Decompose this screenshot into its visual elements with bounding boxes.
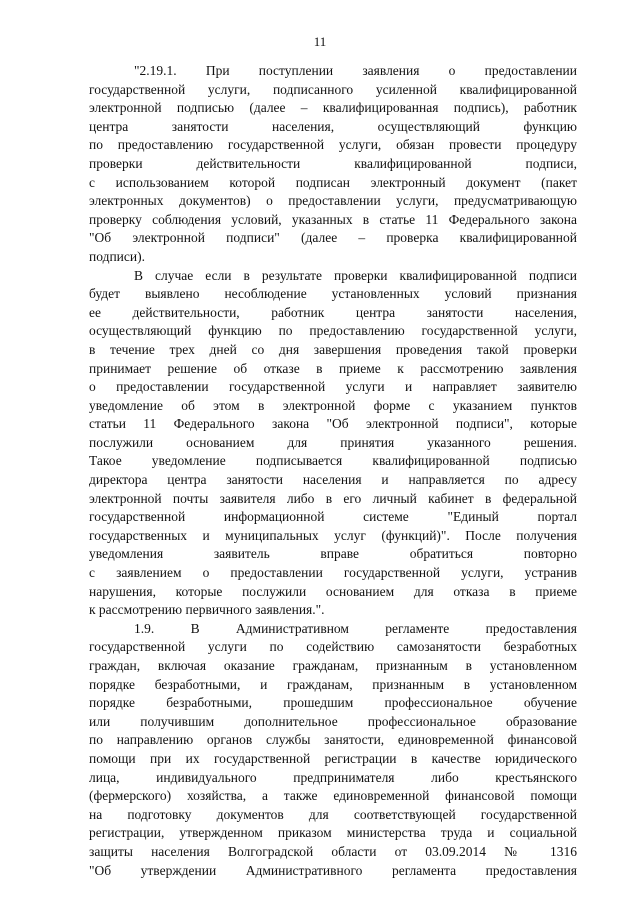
- text-line: директора центра занятости населения и направляется по адресу: [89, 472, 577, 488]
- text-line: нарушения, которые послужили основанием для отказа в приеме: [89, 583, 577, 599]
- text-line: в течение трех дней со дня завершения проведения такой проверки: [89, 341, 577, 357]
- text-line: о предоставлении государственной услуги и направляет заявителю: [89, 379, 577, 395]
- text-line: В случае если в результате проверки квалифицированной подписи: [134, 267, 577, 283]
- text-line: электронных документов) о предоставлении услуги, предусматривающую: [89, 193, 577, 209]
- text-line: принимает решение об отказе в приеме к рассмотрению заявления: [89, 360, 577, 376]
- text-line: с использованием которой подписан электронный документ (пакет: [89, 174, 577, 190]
- text-line: 1.9. В Административном регламенте предоставления: [134, 620, 577, 636]
- text-line: государственной информационной системе "Единый портал: [89, 509, 577, 525]
- text-line: государственной услуги, подписанного усиленной квалифицированной: [89, 81, 577, 97]
- text-line: ее действительности, работник центра занятости населения,: [89, 304, 577, 320]
- text-line: центра занятости населения, осуществляющий функцию: [89, 118, 577, 134]
- text-line: послужили основанием для принятия указанного решения.: [89, 434, 577, 450]
- page-number: 11: [313, 34, 327, 49]
- text-line: уведомления заявитель вправе обратиться повторно: [89, 546, 577, 562]
- text-line: проверки действительности квалифицированной подписи,: [89, 155, 577, 171]
- text-line: по направлению органов службы занятости, единовременной финансовой: [89, 732, 577, 748]
- text-line: "2.19.1. При поступлении заявления о предоставлении: [134, 63, 577, 78]
- text-line: по предоставлению государственной услуги, обязан провести процедуру: [89, 137, 577, 153]
- text-line: государственной услуги по содействию самозанятости безработных: [89, 639, 577, 655]
- text-line: "Об электронной подписи" (далее – проверка квалифицированной: [89, 230, 577, 246]
- text-line: порядке безработными, и гражданам, признанным в установленном: [89, 676, 577, 692]
- text-line: осуществляющий функцию по предоставлению государственной услуги,: [89, 323, 577, 339]
- text-line: регистрации, утвержденном приказом министерства труда и социальной: [89, 825, 577, 841]
- text-line: или получившим дополнительное профессиональное образование: [89, 713, 577, 729]
- text-line: порядке безработными, прошедшим профессиональное обучение: [89, 695, 577, 711]
- text-line: защиты населения Волгоградской области от 03.09.2014 № 1316: [89, 843, 577, 859]
- text-line: с заявлением о предоставлении государственной услуги, устранив: [89, 565, 577, 581]
- text-line: (фермерского) хозяйства, а также единовременной финансовой помощи: [89, 788, 577, 804]
- text-line: электронной почты заявителя либо в его личный кабинет в федеральной: [89, 490, 577, 506]
- text-line: статьи 11 Федерального закона "Об электронной подписи", которые: [89, 416, 577, 432]
- text-line: уведомление об этом в электронной форме с указанием пунктов: [89, 397, 577, 413]
- text-line: проверку соблюдения условий, указанных в статье 11 Федерального закона: [89, 211, 577, 227]
- text-line: Такое уведомление подписывается квалифицированной подписью: [89, 453, 577, 469]
- text-line: государственных и муниципальных услуг (функций)". После получения: [89, 527, 577, 543]
- text-line: граждан, включая оказание гражданам, признанным в установленном: [89, 658, 577, 673]
- text-line: помощи при их государственной регистрации в качестве юридического: [89, 750, 577, 766]
- text-line: электронной подписью (далее – квалифицированная подпись), работник: [89, 100, 577, 116]
- document-body: [89, 62, 577, 880]
- text-line: будет выявлено несоблюдение установленных условий признания: [89, 286, 577, 302]
- text-line: "Об утверждении Административного регламента предоставления: [89, 862, 577, 878]
- text-line: лица, индивидуального предпринимателя либо крестьянского: [89, 769, 577, 785]
- text-line: на подготовку документов для соответствующей государственной: [89, 806, 577, 822]
- text-line: к рассмотрению первичного заявления.".: [89, 602, 325, 618]
- text-line: подписи).: [89, 248, 145, 264]
